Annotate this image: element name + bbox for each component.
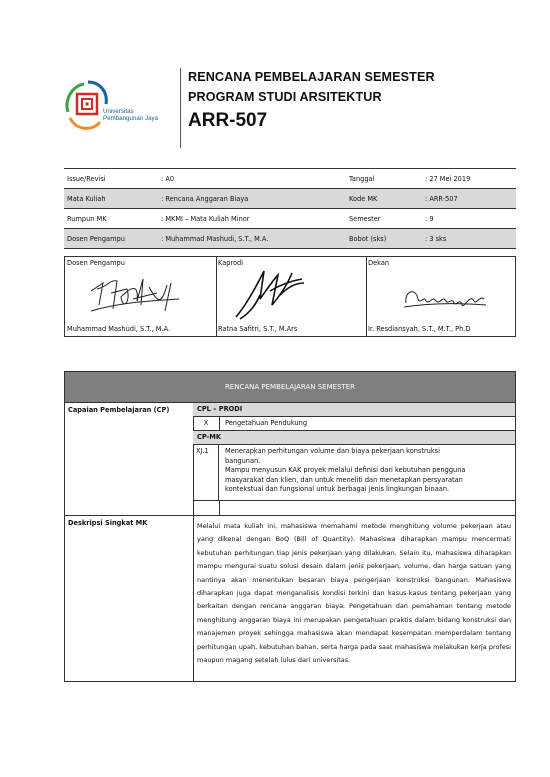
cpmk-line: kontekstual dan fungsional untuk berbagai jenis lingkungan binaan. (225, 485, 450, 494)
rps-table (64, 371, 516, 682)
cp-row (65, 403, 515, 516)
info-row-issue (64, 169, 516, 189)
signature-dean-name: Ir. Resdiansyah, S.T., M.T., Ph.D (368, 325, 471, 333)
description-label-cell (65, 516, 194, 681)
course-code-title: ARR-507 (188, 110, 268, 131)
family-value: : MKMI – Mata Kuliah Minor (158, 209, 346, 229)
cpl-header: CPL – PRODI (197, 405, 243, 413)
description-row (65, 516, 515, 681)
cp-label: Capaian Pembelajaran (CP) (68, 406, 170, 414)
semester-label: Semester (346, 209, 422, 229)
code-value: : ARR-507 (422, 189, 516, 209)
head-signature-icon (230, 265, 320, 323)
lecturer-value: : Muhammad Mashudi, S.T., M.A. (158, 229, 346, 249)
cp-label-cell (65, 403, 194, 515)
cpl-item-row (193, 417, 515, 431)
signature-lecturer-name: Muhammad Mashudi, S.T., M.A. (67, 325, 171, 333)
signature-dean (366, 257, 515, 336)
cpmk-line: bangunan. (225, 456, 261, 465)
credits-label: Bobot (sks) (346, 229, 422, 249)
cpmk-line: masyarakat dan klien, dan untuk meneliti dan menetapkan persyaratan (225, 475, 463, 484)
signature-head (216, 257, 367, 336)
cpmk-header: CP-MK (197, 433, 221, 441)
course-value: : Rencana Anggaran Biaya (158, 189, 346, 209)
signature-lecturer-label: Dosen Pengampu (67, 259, 125, 267)
course-description-text: Melalui mata kuliah ini, mahasiswa memahami metode menghitung volume pekerjaan atau yang dikenal dengan BoQ (Bill of Quantity). Mahasiswa diharapkan mampu mencermati kebutuhan perhitungan tiap jenis pekerjaan yang dilakukan. Selain itu, mahasiswa diharapkan mampu mengurai suatu solusi desain dalam jenis pekerjaan, volume, dan harga satuan yang nantinya akan menentukan besaran biaya pengerjaan konstruksi bangunan. Mahasiswa diharapkan juga dapat menganalisis kondisi terkini dan kasus-kasus tentang pekerjaan yang berkaitan dengan rencana anggaran biaya. Pengetahuan dan pemahaman tentang metode menghitung anggaran biaya ini merupakan pengetahuan praktis dalam bidang konstruksi dan manajemen proyek sehingga mahasiswa akan mendapat kesempatan memperdalam tentang perhitungan upah, kebutuhan bahan, serta harga pada saat mahasiswa melakukan kerja profesi maupun magang setelah lulus dari universitas. (197, 522, 511, 665)
info-row-course (64, 189, 516, 209)
cpl-item-code: X (193, 417, 220, 430)
signature-head-name: Ratna Safitri, S.T., M.Ars (218, 325, 298, 333)
info-row-lecturer (64, 229, 516, 249)
description-label: Deskripsi Singkat MK (68, 519, 148, 527)
date-label: Tanggal (346, 169, 422, 189)
signature-lecturer (65, 257, 217, 336)
cpmk-empty-cell (193, 501, 220, 515)
header-divider (180, 68, 181, 148)
cpmk-header-row (193, 431, 515, 445)
info-row-family (64, 209, 516, 229)
signature-head-label: Kaprodi (218, 259, 244, 267)
cp-content-cell (193, 403, 515, 515)
lecturer-label: Dosen Pengampu (64, 229, 158, 249)
program-title: PROGRAM STUDI ARSITEKTUR (188, 90, 382, 104)
description-content-cell (193, 516, 515, 681)
issue-value: : A0 (158, 169, 346, 189)
lecturer-signature-icon (87, 271, 187, 315)
cpl-header-row (193, 403, 515, 417)
cpmk-item-text (225, 447, 465, 495)
university-name-line2: Pembangunan Jaya (103, 115, 159, 122)
issue-label: Issue/Revisi (64, 169, 158, 189)
university-name-line1: Universitas (103, 108, 134, 115)
semester-value: : 9 (422, 209, 516, 229)
cpmk-item-code: XJ.1 (193, 445, 219, 500)
cpl-item-text: Pengetahuan Pendukung (225, 419, 308, 427)
code-label: Kode MK (346, 189, 422, 209)
signature-block (64, 256, 516, 337)
date-value: : 27 Mei 2019 (422, 169, 516, 189)
cpmk-item-row (193, 445, 515, 501)
cpmk-line: Mampu menyusun KAK proyek melalui definisi dari kebutuhan pengguna (225, 466, 466, 475)
document-title: RENCANA PEMBELAJARAN SEMESTER (188, 70, 435, 84)
signature-dean-label: Dekan (368, 259, 390, 267)
course-info-table (64, 168, 516, 249)
course-label: Mata Kuliah (64, 189, 158, 209)
university-name (103, 108, 158, 122)
cpmk-line: Menerapkan perhitungan volume dan biaya pekerjaan konstruksi (225, 447, 440, 455)
dean-signature-icon (400, 283, 490, 311)
family-label: Rumpun MK (64, 209, 158, 229)
credits-value: : 3 sks (422, 229, 516, 249)
rps-table-title: RENCANA PEMBELAJARAN SEMESTER (65, 372, 515, 403)
